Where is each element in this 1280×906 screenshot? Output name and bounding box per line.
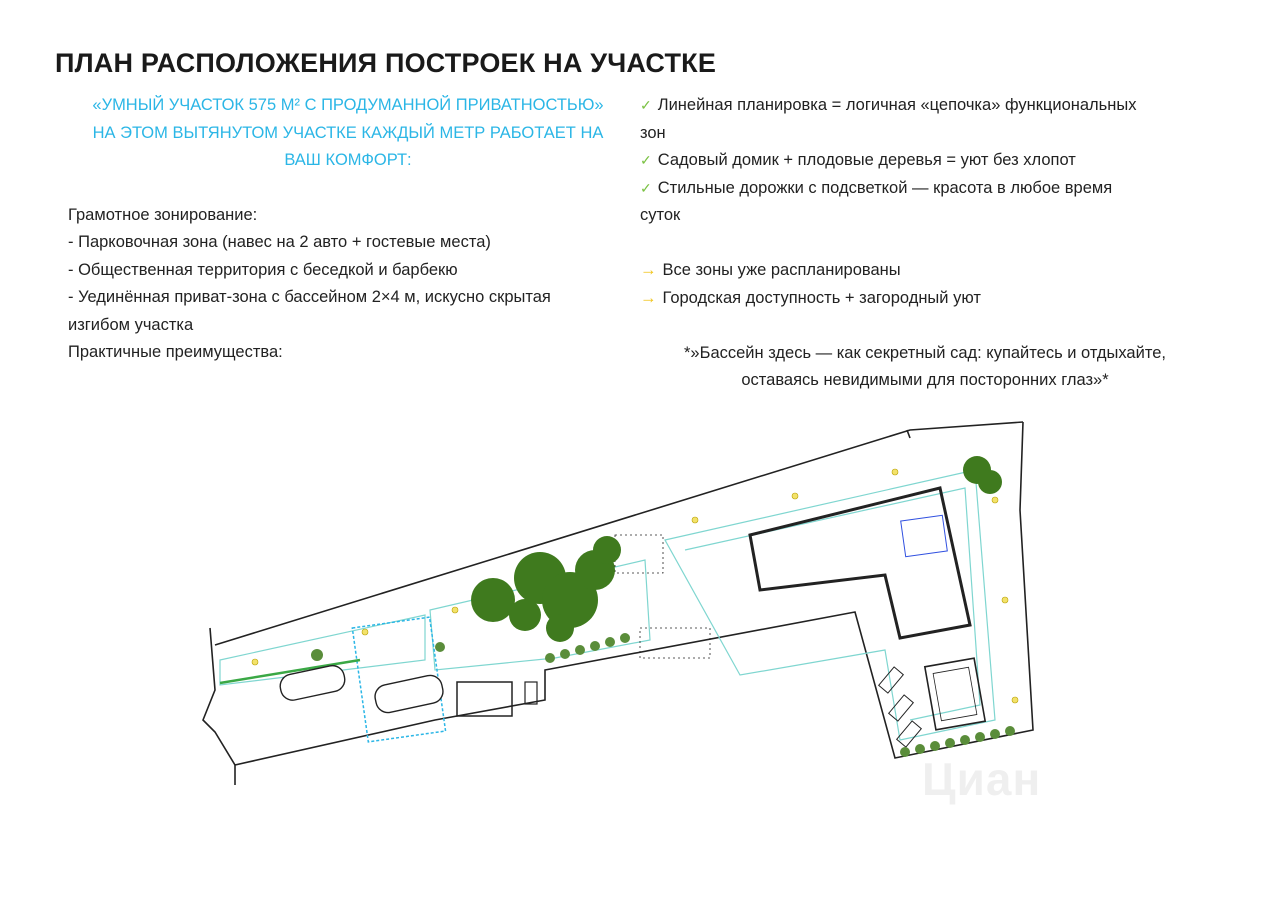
promo-block (68, 92, 628, 175)
arrow-item: → Городская доступность + загородный уют (640, 288, 981, 307)
watermark-logo: Циан (922, 753, 1042, 805)
promo-line: «УМНЫЙ УЧАСТОК 575 М² С ПРОДУМАННОЙ ПРИВАТНОСТЬЮ» (92, 96, 604, 114)
staircase (901, 515, 948, 556)
car-icon (278, 663, 445, 714)
zoning-heading: Грамотное зонирование: (68, 205, 258, 224)
zoning-item: - Уединённая приват-зона с бассейном 2×4 м, искусно скрытая (68, 288, 551, 306)
promo-line: ВАШ КОМФОРТ: (284, 151, 412, 169)
check-item: ✓ Садовый домик + плодовые деревья = уют без хлопот (640, 151, 1076, 169)
arrow-item: → Все зоны уже распланированы (640, 261, 901, 279)
bbq-grill (525, 682, 537, 704)
arrow-icon: → (640, 288, 657, 307)
check-item-cont: суток (640, 206, 681, 224)
check-icon: ✓ (640, 179, 652, 196)
page-title: ПЛАН РАСПОЛОЖЕНИЯ ПОСТРОЕК НА УЧАСТКЕ (55, 48, 717, 78)
pool (925, 658, 985, 730)
zoning-item: изгибом участка (68, 315, 194, 334)
promo-line: НА ЭТОМ ВЫТЯНУТОМ УЧАСТКЕ КАЖДЫЙ МЕТР РАБОТАЕТ НА (92, 123, 604, 142)
check-icon: ✓ (640, 97, 652, 113)
left-column (68, 92, 628, 367)
quote-line: *»Бассейн здесь — как секретный сад: купайтесь и отдыхайте, (684, 343, 1166, 362)
sun-lounger-icon (879, 667, 922, 747)
zoning-item: - Общественная территория с беседкой и барбекю (68, 260, 458, 279)
check-item: ✓ Стильные дорожки с подсветкой — красота в любое время (640, 178, 1113, 197)
check-item-cont: зон (640, 123, 666, 142)
quote-block (640, 340, 1210, 395)
zoning-block (68, 202, 628, 367)
house-outline (750, 488, 970, 638)
advantages-heading: Практичные преимущества: (68, 343, 283, 361)
right-column (640, 92, 1210, 395)
quote-line: оставаясь невидимыми для посторонних глаз»* (741, 371, 1109, 389)
check-item: ✓ Линейная планировка = логичная «цепочка» функциональных (640, 96, 1137, 114)
arrow-icon: → (640, 261, 657, 279)
garden-light-icon (252, 469, 1018, 703)
plot-boundary (203, 422, 1033, 785)
site-plan-drawing (195, 400, 1045, 800)
check-icon: ✓ (640, 152, 652, 168)
zoning-item: - Парковочная зона (навес на 2 авто + гостевые места) (68, 233, 491, 251)
